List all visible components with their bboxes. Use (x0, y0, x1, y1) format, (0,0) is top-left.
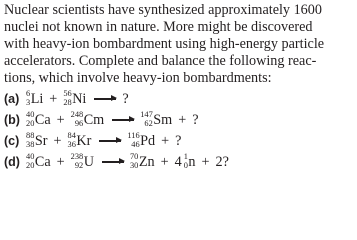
reaction-row (4, 89, 353, 110)
plus-sign: + (49, 90, 58, 107)
nuclide (68, 132, 92, 149)
reaction-row (4, 131, 353, 152)
atomic-number: 0 (183, 161, 188, 171)
nuclide (26, 132, 48, 149)
nuclide (140, 111, 172, 128)
reaction-row (4, 110, 353, 131)
element-symbol: Pd (140, 132, 156, 149)
problem-line: tions, which involve heavy-ion bombardments: (4, 69, 272, 86)
reaction-row (4, 152, 353, 173)
element-symbol: Zn (138, 153, 155, 170)
nuclide-numbers (140, 111, 153, 128)
mass-number: 40 (26, 110, 35, 120)
atomic-number: 20 (26, 161, 35, 171)
part-label: (c) (4, 134, 20, 149)
atomic-number: 46 (131, 140, 140, 150)
element-symbol: Sr (34, 132, 48, 149)
nuclide-numbers (63, 90, 71, 107)
plus-sign: + (160, 153, 169, 170)
nuclide (71, 111, 105, 128)
element-symbol: Kr (76, 132, 92, 149)
mass-number: 40 (26, 152, 35, 162)
mass-number: 70 (129, 152, 139, 162)
part-label: (a) (4, 92, 20, 107)
element-symbol: n (188, 153, 196, 170)
unknown-product: ? (192, 111, 199, 128)
mass-number: 6 (26, 89, 31, 99)
element-symbol: U (83, 153, 94, 170)
mass-number: 116 (127, 131, 140, 141)
mass-number: 147 (140, 110, 153, 120)
unknown-product: ? (122, 90, 129, 107)
nuclide-numbers (71, 111, 84, 128)
nuclide-numbers (26, 132, 34, 149)
nuclide-numbers (71, 153, 84, 170)
element-symbol: Ca (34, 111, 51, 128)
mass-number: 1 (183, 152, 188, 162)
problem-line: accelerators. Complete and balance the following reac- (4, 52, 317, 69)
unknown-product: 2? (215, 153, 229, 170)
right-arrow-icon (99, 140, 121, 141)
nuclide (71, 153, 94, 170)
nuclide-numbers (26, 90, 30, 107)
element-symbol: Cm (83, 111, 105, 128)
atomic-number: 96 (74, 119, 84, 129)
plus-sign: + (161, 132, 170, 149)
mass-number: 248 (70, 110, 84, 120)
plus-sign: + (53, 132, 62, 149)
atomic-number: 38 (26, 140, 35, 150)
nuclide-numbers (127, 132, 139, 149)
atomic-number: 20 (26, 119, 35, 129)
nuclide-numbers (68, 132, 76, 149)
right-arrow-icon (102, 161, 124, 162)
plus-sign: + (178, 111, 187, 128)
nuclide (26, 111, 51, 128)
part-label: (d) (4, 155, 20, 170)
element-symbol: Ca (34, 153, 51, 170)
element-symbol: Sm (153, 111, 173, 128)
element-symbol: Ni (72, 90, 87, 107)
mass-number: 84 (67, 131, 76, 141)
nuclide (175, 153, 196, 170)
element-symbol: Li (30, 90, 44, 107)
problem-line: with heavy-ion bombardment using high-energy particle (4, 35, 325, 52)
nuclide-numbers (130, 153, 138, 170)
nuclide (63, 90, 86, 107)
mass-number: 56 (63, 89, 72, 99)
part-label: (b) (4, 113, 20, 128)
atomic-number: 92 (74, 161, 84, 171)
nuclide (127, 132, 155, 149)
atomic-number: 62 (144, 119, 153, 129)
problem-line: Nuclear scientists have synthesized approximately 1600 (4, 2, 322, 18)
right-arrow-icon (112, 119, 134, 120)
plus-sign: + (56, 111, 65, 128)
nuclide-numbers (184, 153, 188, 170)
nuclide (26, 153, 51, 170)
atomic-number: 3 (26, 98, 31, 108)
plus-sign: + (201, 153, 210, 170)
mass-number: 238 (70, 152, 84, 162)
atomic-number: 30 (129, 161, 139, 171)
plus-sign: + (56, 153, 65, 170)
reaction-list (4, 89, 353, 173)
nuclide-coefficient: 4 (174, 153, 182, 170)
problem-statement (4, 2, 353, 87)
unknown-product: ? (175, 132, 182, 149)
nuclide-numbers (26, 111, 34, 128)
problem-line: nuclei not known in nature. More might be discovered (4, 18, 313, 35)
right-arrow-icon (94, 98, 116, 99)
nuclide (26, 90, 43, 107)
atomic-number: 36 (67, 140, 76, 150)
nuclide-numbers (26, 153, 34, 170)
mass-number: 88 (26, 131, 35, 141)
atomic-number: 28 (63, 98, 72, 108)
nuclide (130, 153, 155, 170)
